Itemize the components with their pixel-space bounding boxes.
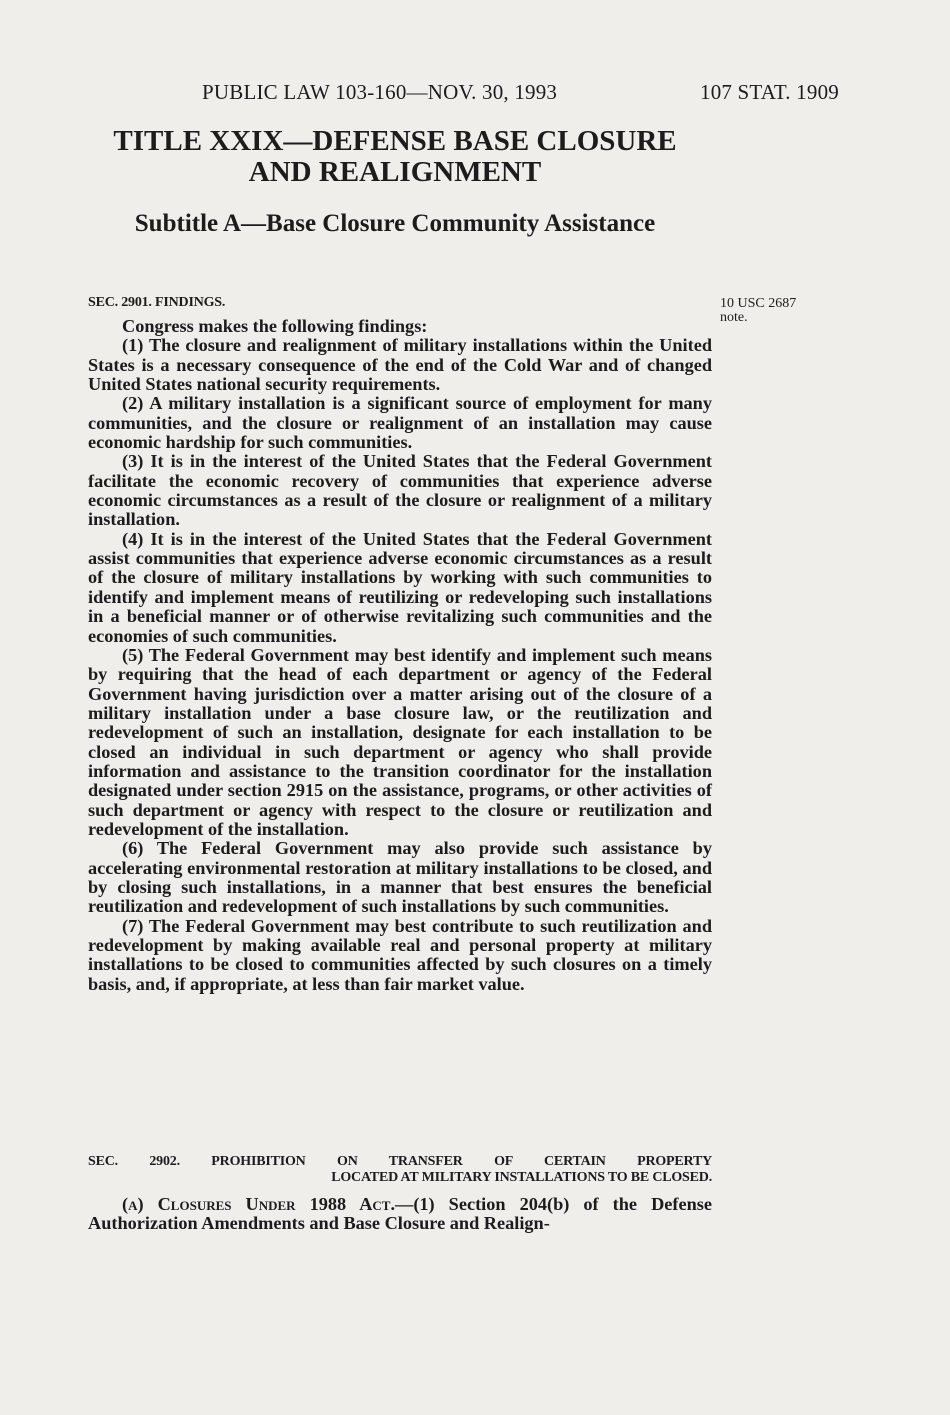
paragraph-finding-4: (4) It is in the interest of the United States that the Federal Government assist communities that experience adverse economic circumstances as a result of the closure of military installations by working with such communities to identify and implement means of reutilizing or redeveloping such installations in a beneficial manner or of otherwise revitalizing such communities and the economies of such communities. — [88, 528, 712, 646]
margin-note: 10 USC 2687 note. — [720, 296, 797, 325]
section-2902-heading-line2: LOCATED AT MILITARY INSTALLATIONS TO BE CLOSED. — [331, 1170, 712, 1185]
subsection-a — [88, 1195, 712, 1234]
subtitle-heading: Subtitle A—Base Closure Community Assistance — [134, 210, 656, 237]
section-2902-heading-line1: SEC. 2902. PROHIBITION ON TRANSFER OF CERTAIN PROPERTY — [88, 1154, 712, 1169]
title-heading: TITLE XXIX—DEFENSE BASE CLOSURE AND REALIGNMENT — [113, 125, 677, 188]
paragraph-finding-2: (2) A military installation is a significant source of employment for many communities, and the closure or realignment of an installation may cause economic hardship for such communities. — [88, 393, 712, 453]
section-2901-heading: SEC. 2901. FINDINGS. — [88, 295, 226, 310]
section-2901-body — [88, 317, 712, 994]
paragraph-finding-7: (7) The Federal Government may best contribute to such reutilization and redevelopment by making available real and personal property at military installations to be closed to communities affected by such closures on a timely basis, and, if appropriate, at less than fair market value. — [88, 915, 712, 994]
subsection-a-label: (a) Closures Under 1988 Act. — [122, 1194, 396, 1214]
paragraph-finding-1: (1) The closure and realignment of military installations within the United States is a necessary consequence of the end of the Cold War and of changed United States national security requirements. — [88, 335, 712, 395]
subsection-a-text: —(1) Section 204(b) of the Defense Authorization Amendments and Base Closure and Realign- — [88, 1194, 712, 1234]
stat-page-number: 107 STAT. 1909 — [700, 80, 839, 104]
paragraph-finding-6: (6) The Federal Government may also provide such assistance by accelerating environmental restoration at military installations to be closed, and by closing such installations, in a manner that best ensures the beneficial reutilization and redevelopment of such installations by such communities. — [88, 838, 712, 917]
section-2902-body — [88, 1195, 712, 1234]
paragraph-intro: Congress makes the following findings: — [122, 316, 428, 336]
section-2902-heading — [88, 1154, 712, 1186]
running-head: PUBLIC LAW 103-160—NOV. 30, 1993 — [202, 80, 558, 104]
paragraph-finding-3: (3) It is in the interest of the United States that the Federal Government facilitate the economic recovery of communities that experience adverse economic circumstances as a result of the closure or realignment of a military installation. — [88, 451, 712, 530]
paragraph-finding-5: (5) The Federal Government may best identify and implement such means by requiring that the head of each department or agency of the Federal Government having jurisdiction over a matter arising out of the closure of a military installation under a base closure law, or the reutilization and redevelopment of such an installation, designate for each installation to be closed an individual in such department or agency who shall provide information and assistance to the transition coordinator for the installation designated under section 2915 on the assistance, programs, or other activities of such department or agency with respect to the closure or reutilization and redevelopment of the installation. — [88, 644, 712, 839]
